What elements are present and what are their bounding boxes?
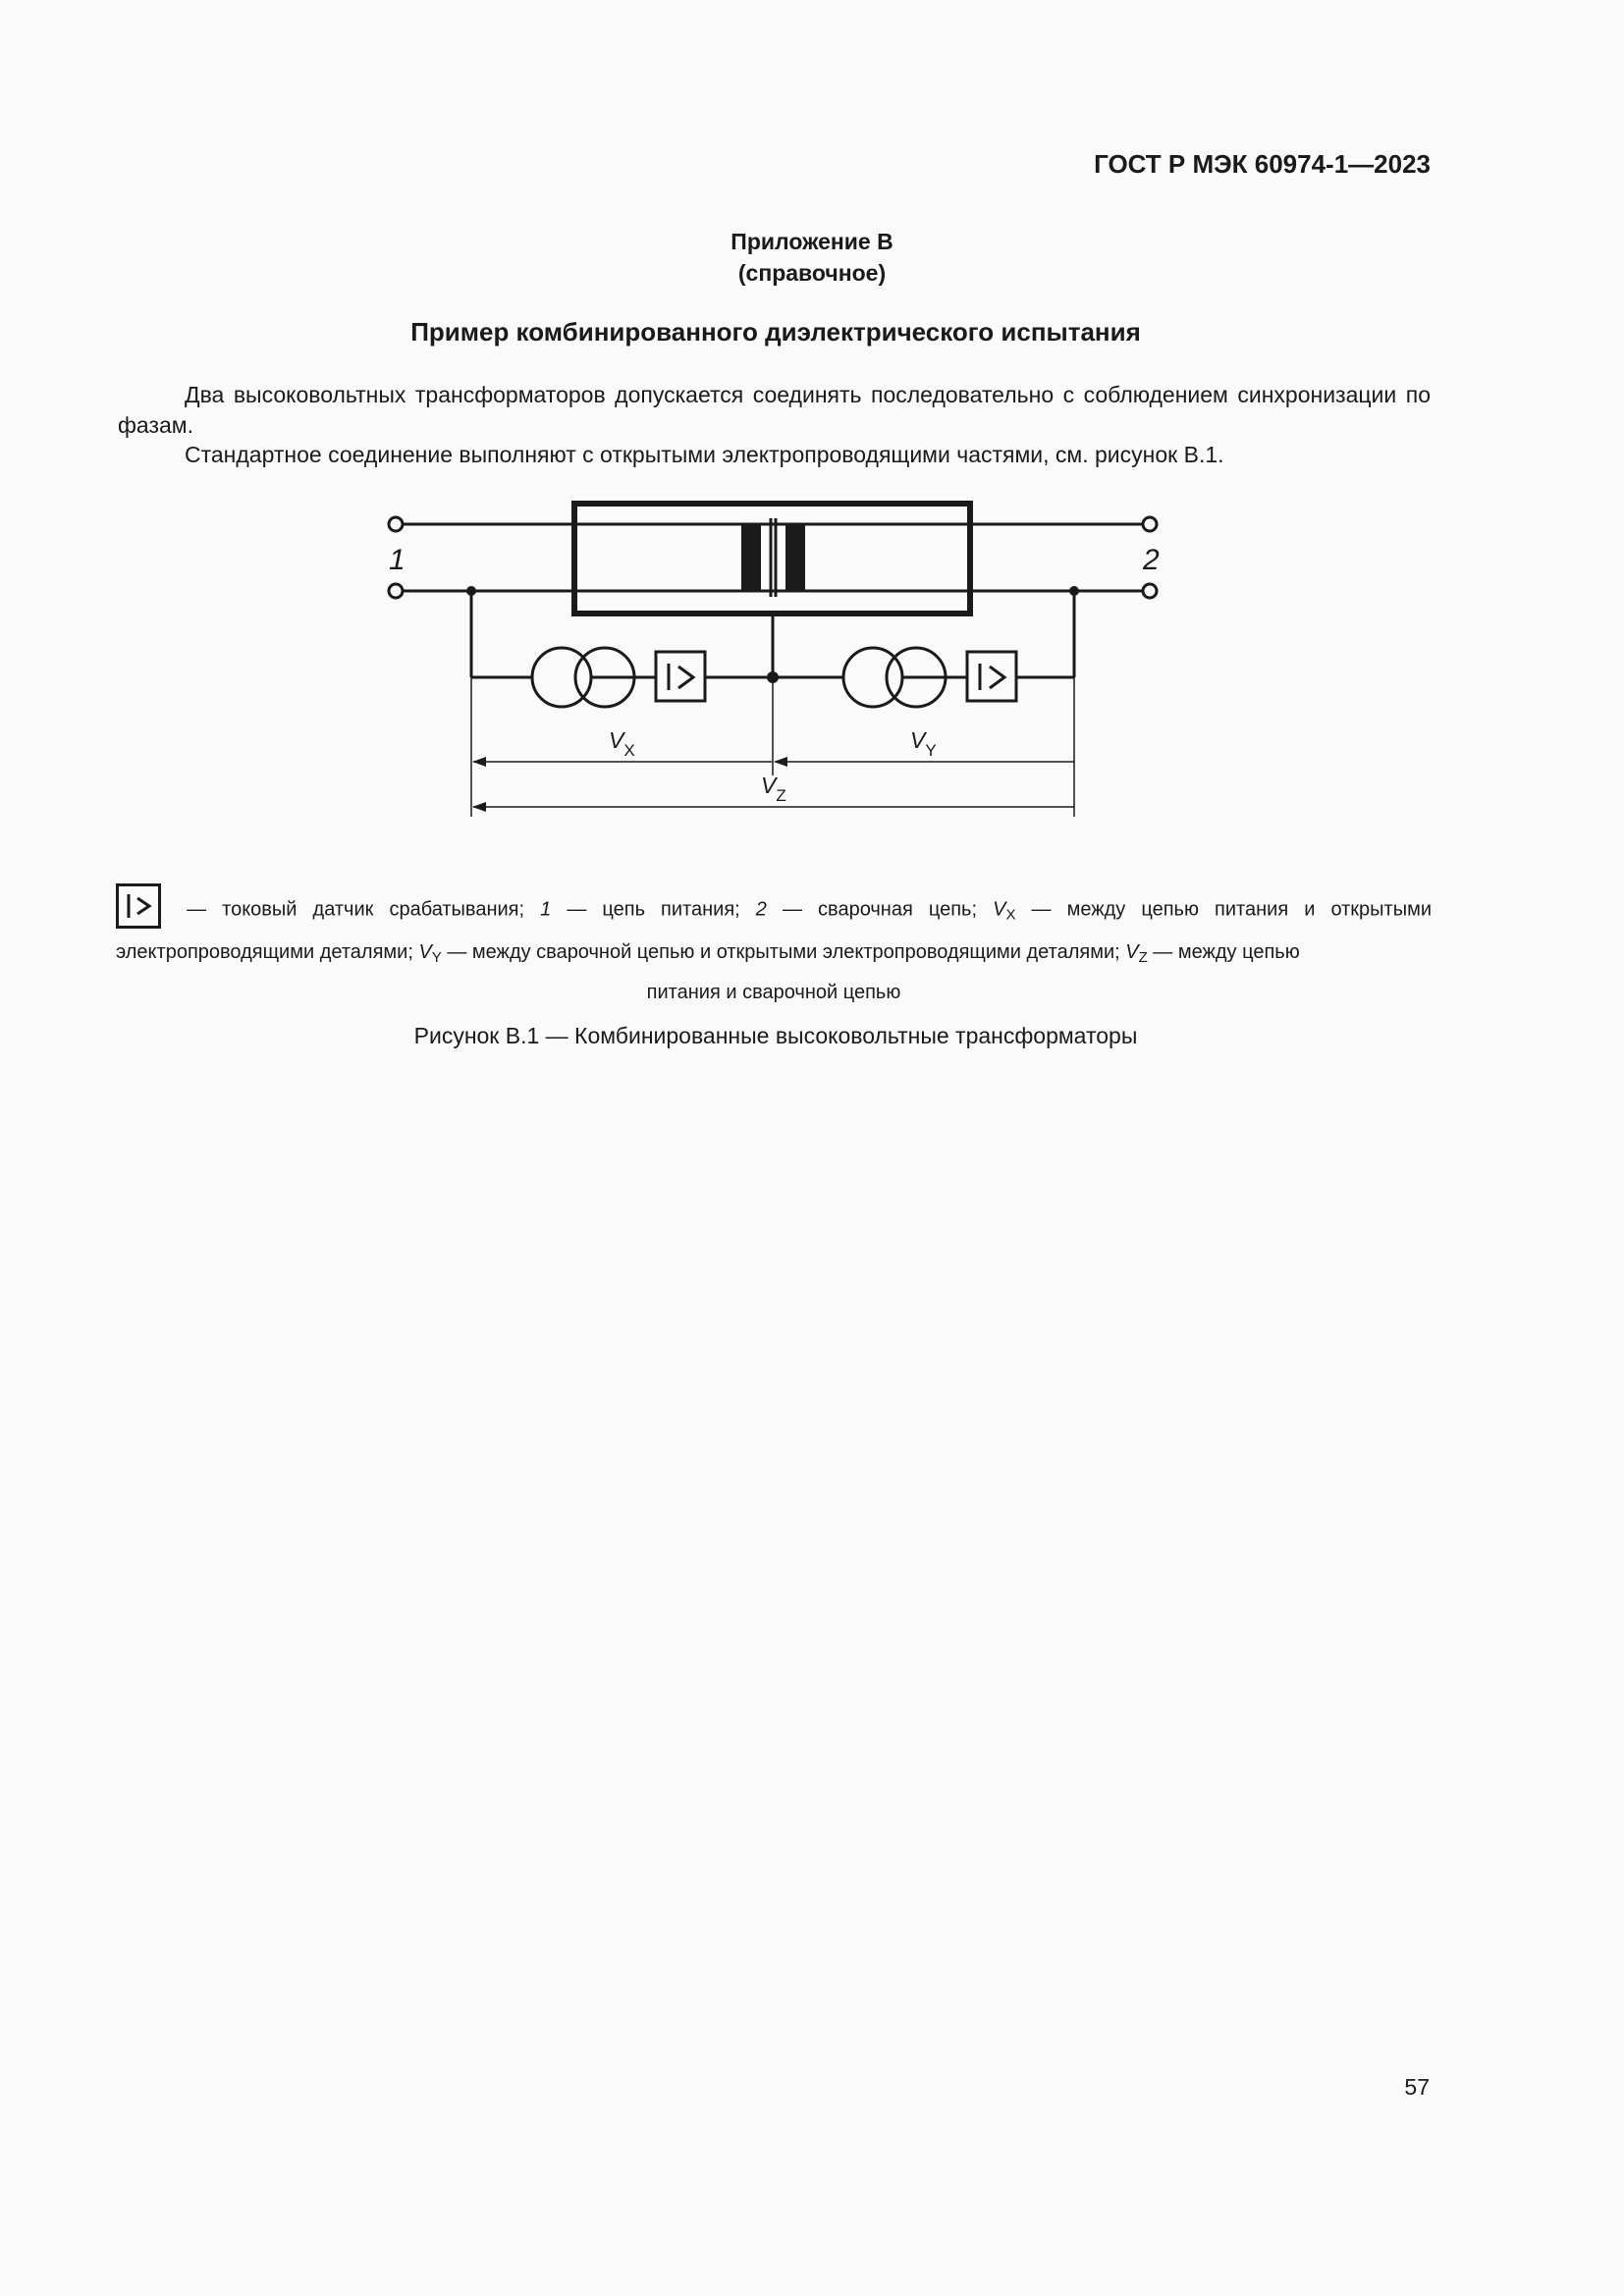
terminal-1a xyxy=(389,517,403,531)
page-number: 57 xyxy=(1404,2074,1430,2100)
annex-label: Приложение В xyxy=(731,229,893,254)
terminal-2b xyxy=(1143,584,1157,598)
core-plate-left xyxy=(741,524,761,591)
current-sensor-symbol-icon xyxy=(116,883,161,929)
paragraph-1: Два высоковольтных трансформаторов допускается соединять последовательно с соблюдением синхронизации по фазам. xyxy=(118,382,1431,438)
circuit-diagram xyxy=(373,491,1178,834)
document-header: ГОСТ Р МЭК 60974-1—2023 xyxy=(1094,149,1431,179)
terminal-1-label: 1 xyxy=(389,544,406,576)
figure-legend: — токовый датчик срабатывания; 1 — цепь питания; 2 — сварочная цепь; $V_X$ — между цепью питания и открытыми электропроводящими деталями; $V_Y$ — между сварочной цепью и открытыми электропроводящими деталями; $V_Z$ — между цепью питания и сварочной цепью xyxy=(116,887,1432,1013)
current-sensor-y xyxy=(967,652,1016,701)
terminal-2a xyxy=(1143,517,1157,531)
section-title: Пример комбинированного диэлектрического испытания xyxy=(410,317,1141,347)
vz-label: $V_Z$ xyxy=(761,773,786,805)
core-plate-right xyxy=(785,524,805,591)
figure-caption: Рисунок В.1 — Комбинированные высоковольтные трансформаторы xyxy=(413,1023,1138,1048)
annex-type: (справочное) xyxy=(737,260,887,286)
annex-heading xyxy=(0,226,1624,289)
paragraph-2: Стандартное соединение выполняют с открытыми электропроводящими частями, см. рисунок В.1. xyxy=(185,442,1224,467)
vx-label: $V_X$ xyxy=(609,727,635,760)
terminal-1b xyxy=(389,584,403,598)
terminal-2-label: 2 xyxy=(1143,544,1160,576)
legend-last-line: питания и сварочной цепью xyxy=(646,982,901,1003)
vy-label: $V_Y$ xyxy=(910,727,937,760)
current-sensor-x xyxy=(656,652,705,701)
